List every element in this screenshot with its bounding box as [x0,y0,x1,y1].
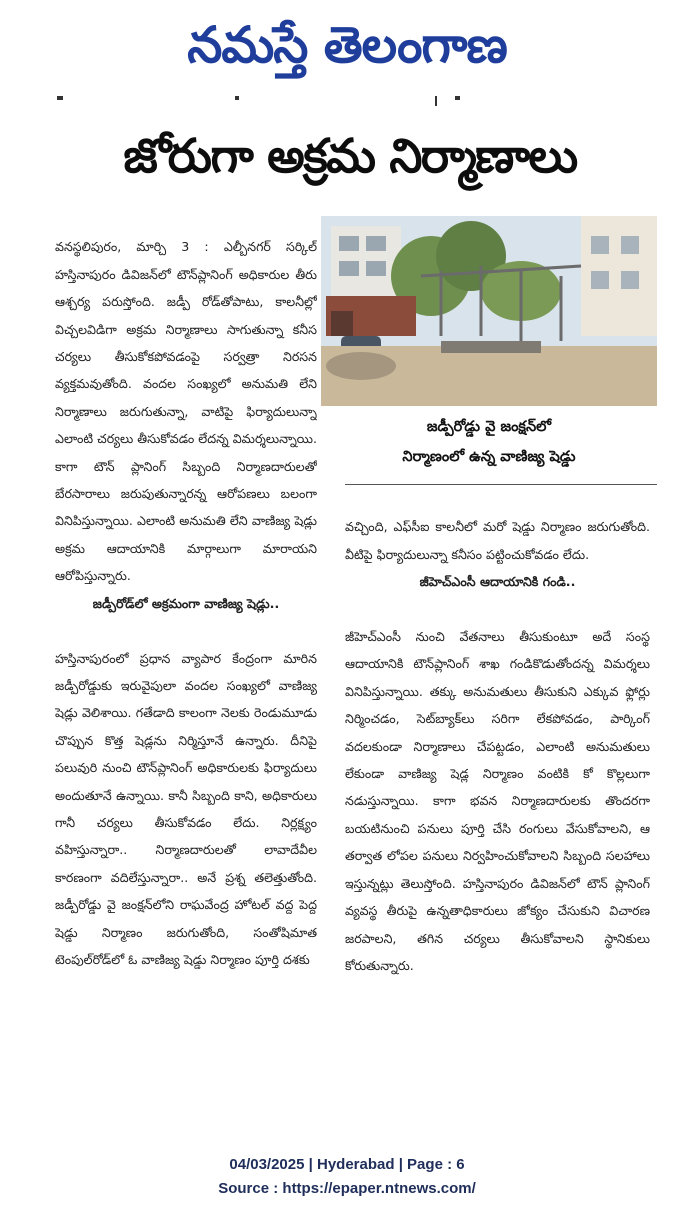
article-headline: జోరుగా అక్రమ నిర్మాణాలు [123,129,577,184]
article-body-3: జీహెచ్‌ఎంసీ నుంచి వేతనాలు తీసుకుంటూ అదే సంస్థ ఆదాయానికి టౌన్‌ప్లానింగ్ శాఖ గండికొడుతోందన్న విమర్శలు వినిపిస్తున్నాయి. తక్కు అనుమతులు తీసుకుని ఎక్కువ ఫ్లోర్లు నిర్మించడం, సెట్‌బ్యాక్‌లు సరిగా లేకపోవడం, పార్కింగ్ వదలకుండా నిర్మాణాలు చేపట్టడం, ఎలాంటి అనుమతులు లేకుండా వాణిజ్య షెడ్ల నిర్మాణం వంటికి కో కొల్లలుగా నడుస్తున్నాయి. కాగా భవన నిర్మాణదారులకు తొందరగా బయటినుంచి పనులు పూర్తి చేసి రంగులు వేసుకోవాలని, ఆ తర్వాత లోపల పనులు నిర్వహించుకోవాలని సిబ్బంది సలహాలు ఇస్తున్నట్లు తెలుస్తోంది. హస్తినాపురం డివిజన్‌లో టౌన్ ప్లానింగ్ వ్యవస్థ తీరుపై ఉన్నతాధికారులు జోక్యం చేసుకుని విచారణ జరపాలని, తగిన చర్యలు తీసుకోవాలని స్థానికులు కోరుతున్నారు. [345,629,650,973]
newspaper-masthead: నమస్తే తెలంగాణ [187,15,507,74]
article-intro: వనస్థలిపురం, మార్చి 3 : ఎల్బీనగర్ సర్కిల్ హస్తినాపురం డివిజన్‌లో టౌన్‌ప్లానింగ్ అధికారుల తీరు ఆశ్చర్య పరుస్తోంది. జడ్పీ రోడ్‌తోపాటు, కాలనీల్లో విచ్చలవిడిగా అక్రమ నిర్మాణాలు సాగుతున్నా కనీస చర్యలు తీసుకోకపోవడంపై సర్వత్రా నిరసన వ్యక్తమవుతోంది. వందల సంఖ్యలో అనుమతి లేని నిర్మాణాలు జరుగుతున్నా, వాటిపై ఫిర్యాదులున్నా ఎలాంటి చర్యలు తీసుకోవడం లేదన్న విమర్శలున్నాయి. కాగా టౌన్ ప్లానింగ్ సిబ్బంది నిర్మాణదారులతో బేరసారాలు జరుపుతున్నారన్న ఆరోపణలు బలంగా వినిపిస్తున్నాయి. ఎలాంటి అనుమతి లేని వాణిజ్య షెడ్లు అక్రమ ఆదాయానికి మార్గాలుగా మారాయని ఆరోపిస్తున్నారు. [55,239,317,584]
top-rule-fragment [55,96,645,106]
article-photo [321,216,657,406]
photo-caption [321,412,657,478]
article-body-2: వచ్చింది, ఎఫ్‌సీఐ కాలనీలో మరో షెడ్డు నిర్మాణం జరుగుతోంది. వీటిపై ఫిర్యాదులున్నా కనీసం పట్టించుకోవడం లేదు. [345,519,650,562]
caption-line-2: నిర్మాణంలో ఉన్న వాణిజ్య షెడ్డు [402,449,576,465]
footer-source: Source : https://epaper.ntnews.com/ [218,1180,476,1197]
article-body-1: హస్తినాపురంలో ప్రధాన వ్యాపార కేంద్రంగా మారిన జడ్పీరోడ్డుకు ఇరువైపులా వందల సంఖ్యలో వాణిజ్య షెడ్లు వెలిశాయి. గతేడాది కాలంగా నెలకు రెండుమూడు చొప్పున కొత్త షెడ్లను నిర్మిస్తూనే ఉన్నారు. దీనిపై పలువురి నుంచి టౌన్‌ప్లానింగ్ అధికారులకు ఫిర్యాదులు అందుతూనే ఉన్నాయి. కానీ సిబ్బంది కాని, అధికారులు గానీ చర్యలు తీసుకోవడం లేదు. నిర్లక్ష్యం వహిస్తున్నారా.. నిర్మాణదారులతో లావాదేవీల కారణంగా వదిలేస్తున్నారా.. అనే ప్రశ్న తలెత్తుతోంది. జడ్పీరోడ్డు వై జంక్షన్‌లోని రాఘవేంద్ర హోటల్ వద్ద పెద్ద షెడ్డు నిర్మాణం జరుగుతోంది, సంతోషిమాత టెంపుల్‌రోడ్‌లో ఓ వాణిజ్య షెడ్డు నిర్మాణం పూర్తి దశకు [55,650,317,967]
footer-date-edition: 04/03/2025 | Hyderabad | Page : 6 [229,1156,465,1173]
caption-line-1: జడ్పీరోడ్డు వై జంక్షన్‌లో [426,419,552,435]
article-right-column [345,486,650,1126]
subheading-ghmc-revenue: జీహెచ్‌ఎంసీ ఆదాయానికి గండి.. [419,574,576,590]
article-left-column [55,206,317,1126]
subheading-zp-road: జడ్పీరోడ్‌లో అక్రమంగా వాణిజ్య షెడ్లు.. [92,595,280,611]
caption-divider [345,484,657,485]
